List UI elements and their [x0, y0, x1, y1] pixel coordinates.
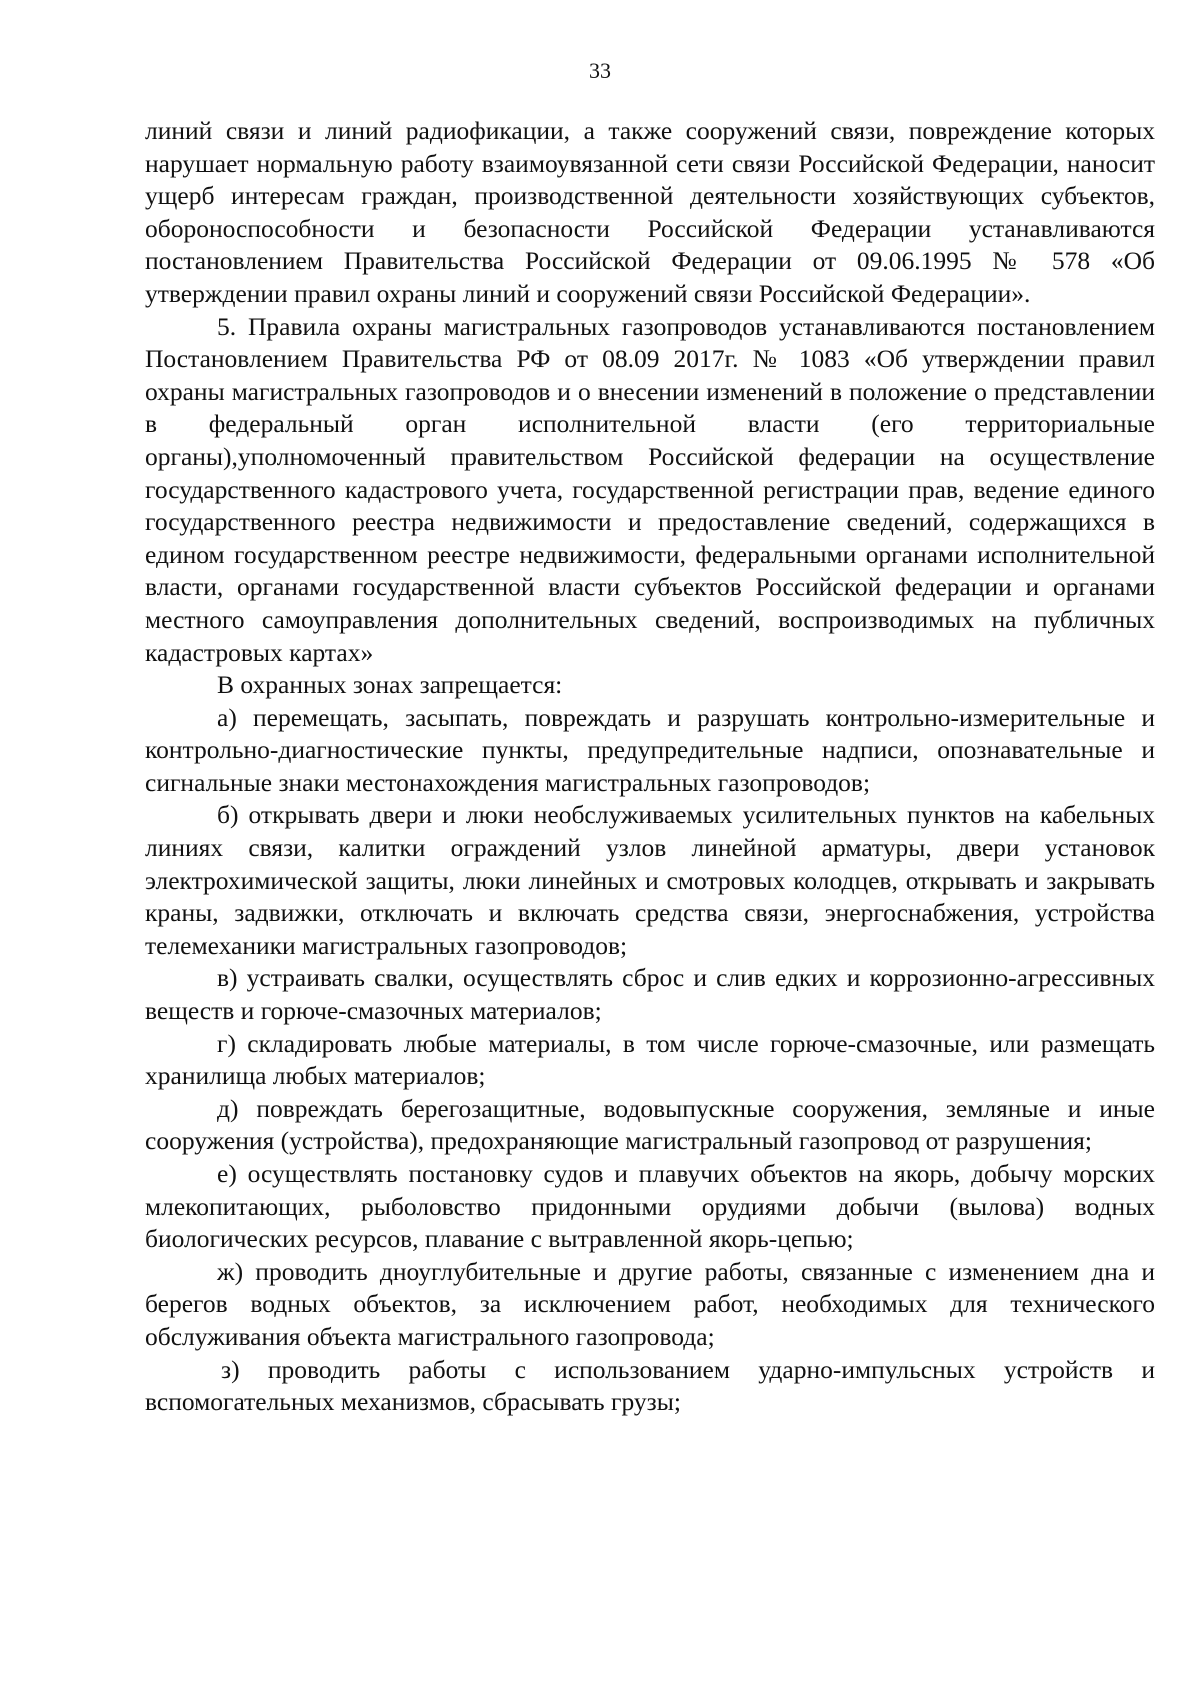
paragraph-communication-lines: линий связи и линий радиофикации, а также сооружений связи, повреждение которых нарушает нормальную работу взаимоувязанной сети связи Российской Федерации, наносит ущерб интересам граждан, производственной деятельности хозяйствующих субъектов, обороноспособности и безопасности Российской Федерации устанавливаются постановлением Правительства Российской Федерации от 09.06.1995 № 578 «Об утверждении правил охраны линий и сооружений связи Российской Федерации».	[145, 116, 1155, 308]
paragraph-item-zh: ж) проводить дноуглубительные и другие работы, связанные с изменением дна и берегов водных объектов, за исключением работ, необходимых для технического обслуживания объекта магистрального газопровода;	[145, 1256, 1155, 1351]
document-body	[145, 115, 1155, 1419]
paragraph-item-z: з) проводить работы с использованием ударно-импульсных устройств и вспомогательных механизмов, сбрасывать грузы;	[145, 1354, 1155, 1417]
paragraph-item-b: б) открывать двери и люки необслуживаемых усилительных пунктов на кабельных линиях связи, калитки ограждений узлов линейной арматуры, двери установок электрохимической защиты, люки линейных и смотровых колодцев, открывать и закрывать краны, задвижки, отключать и включать средства связи, энергоснабжения, устройства телемеханики магистральных газопроводов;	[145, 800, 1155, 960]
paragraph-item-v: в) устраивать свалки, осуществлять сброс и слив едких и коррозионно-агрессивных веществ и горюче-смазочных материалов;	[145, 963, 1155, 1026]
paragraph-item-g: г) складировать любые материалы, в том числе горюче-смазочные, или размещать хранилища любых материалов;	[145, 1028, 1155, 1091]
paragraph-item-a: а) перемещать, засыпать, повреждать и разрушать контрольно-измерительные и контрольно-диагностические пункты, предупредительные надписи, опознавательные и сигнальные знаки местонахождения магистральных газопроводов;	[145, 702, 1155, 797]
paragraph-item-d: д) повреждать берегозащитные, водовыпускные сооружения, земляные и иные сооружения (устройства), предохраняющие магистральный газопровод от разрушения;	[145, 1093, 1155, 1156]
paragraph-item-e: е) осуществлять постановку судов и плавучих объектов на якорь, добычу морских млекопитающих, рыболовство придонными орудиями добычи (вылова) водных биологических ресурсов, плавание с вытравленной якорь-цепью;	[145, 1159, 1155, 1254]
page-number: 33	[589, 58, 611, 83]
paragraph-prohibited-heading: В охранных зонах запрещается:	[217, 670, 563, 700]
paragraph-item-5: 5. Правила охраны магистральных газопроводов устанавливаются постановлением Постановлением Правительства РФ от 08.09 2017г. № 1083 «Об утверждении правил охраны магистральных газопроводов и о внесении изменений в положение о представлении в федеральный орган исполнительной власти (его территориальные органы),уполномоченный правительством Российской федерации на осуществление государственного кадастрового учета, государственной регистрации прав, ведение единого государственного реестра недвижимости и предоставление сведений, содержащихся в едином государственном реестре недвижимости, федеральными органами исполнительной власти, органами государственной власти субъектов Российской федерации и органами местного самоуправления дополнительных сведений, воспроизводимых на публичных кадастровых картах»	[145, 311, 1155, 667]
